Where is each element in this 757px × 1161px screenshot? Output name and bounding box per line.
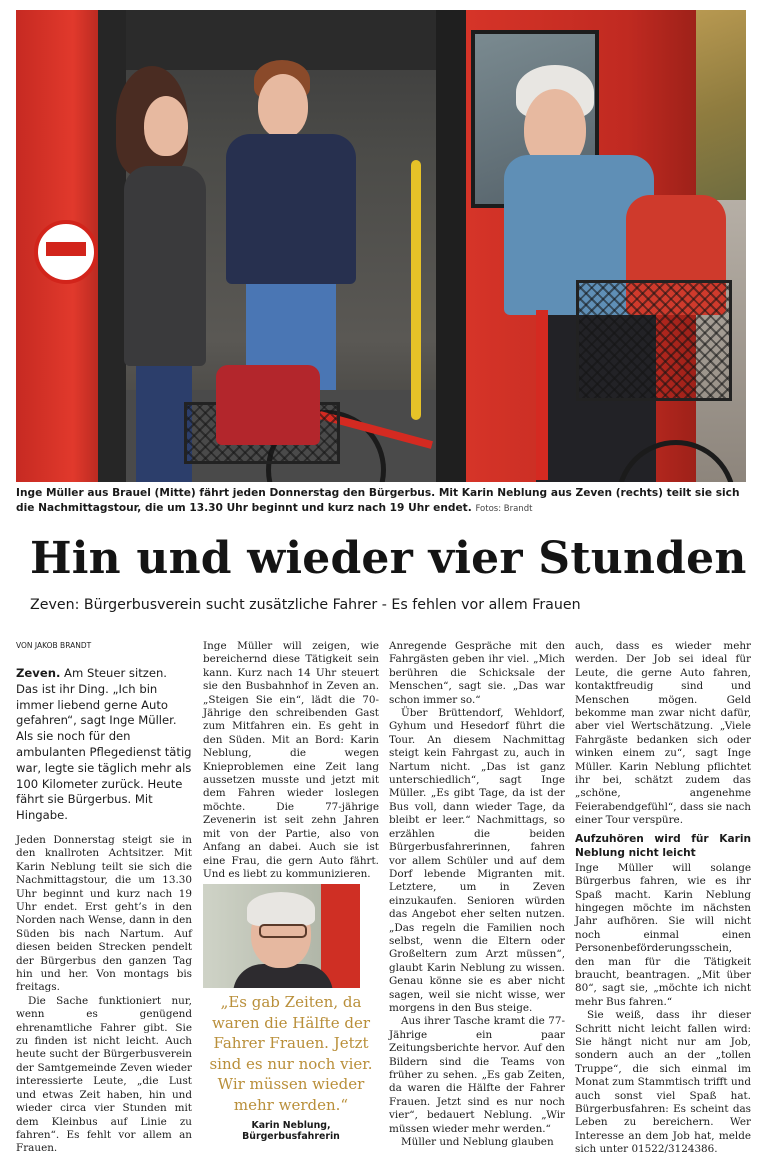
dateline: Zeven. bbox=[16, 666, 61, 680]
paragraph: Müller und Neblung glauben bbox=[401, 1136, 554, 1149]
portrait-photo bbox=[203, 884, 360, 988]
column-4 bbox=[575, 640, 751, 1157]
lead-text: Am Steuer sitzen. Das ist ihr Ding. „Ich bin immer liebend gerne Auto gefahren“, sagt Inge Müller. Als sie noch für den ambulanten Pflegedienst tätig war, legte sie täglich mehr als 100 Kilometer zurück. Heute fährt sie Bürgerbus. Mit Hingabe. bbox=[16, 666, 192, 823]
portrait-glasses bbox=[259, 924, 307, 938]
section-subheading: Aufzuhören wird für Karin Neblung nicht leicht bbox=[575, 832, 751, 859]
main-photo bbox=[16, 10, 746, 482]
caption-text: Inge Müller aus Brauel (Mitte) fährt jeden Donnerstag den Bürgerbus. Mit Karin Neblung aus Zeven (rechts) teilt sie sich die Nachmittagstour, die um 13.30 Uhr beginnt und kurz nach 19 Uhr endet. bbox=[16, 487, 740, 514]
pull-quote: „Es gab Zeiten, da waren die Hälfte der Fahrer Frauen. Jetzt sind es nur noch vier. Wir müssen wieder mehr werden.“ bbox=[209, 993, 373, 1114]
photo-credit: Fotos: Brandt bbox=[475, 504, 533, 514]
pull-quote-source: Karin Neblung, Bürgerbusfahrerin bbox=[242, 1120, 340, 1142]
entry-sticker bbox=[34, 220, 98, 284]
person-middle bbox=[216, 60, 406, 390]
paragraph: Inge Müller will solange Bürgerbus fahren, wie es ihr Spaß macht. Karin Neblung hingegen möchte im nächsten Jahr aufhören. Sie will nicht noch einmal einen Personenbeförderungsschein, den man für die Tätigkeit braucht, beantragen. „Mit über 80“, sagt sie, „möchte ich nicht mehr Bus fahren.“ bbox=[575, 861, 751, 1008]
paragraph: Sie weiß, dass ihr dieser Schritt nicht leicht fallen wird: Sie hängt nicht nur am Job, sondern auch an der „tollen Truppe“, die sich einmal im Monat zum Stammtisch trifft und auch sonst viel Spaß hat. Bürgerbusfahren: Es scheint das Leben zu bereichern. Wer Interesse an dem Job hat, melde sich unter 01522/3124386. bbox=[575, 1009, 751, 1156]
paragraph: Jeden Donnerstag steigt sie in den knallroten Achtsitzer. Mit Karin Neblung teilt sie sich die Nachmittagstour, die um 13.30 Uhr beginnt und kurz nach 19 Uhr endet. Erst geht’s in den Norden nach Wense, dann in den Süden bis nach Nartum. Auf diesen beiden Strecken pendelt der Bürgerbus den ganzen Tag hin und her. Von montags bis freitags. bbox=[16, 833, 192, 994]
headline: Hin und wieder vier Stunden bbox=[30, 533, 747, 584]
bike-basket-right bbox=[576, 280, 732, 401]
column-3 bbox=[389, 640, 565, 1149]
paragraph: Über Brüttendorf, Wehldorf, Gyhum und Hesedorf führt die Tour. An diesem Nachmittag steigt kein Fahrgast zu, auch in Nartum nicht. „Das ist ganz unterschiedlich“, sagt Inge Müller. „Es gibt Tage, da ist der Bus voll, dann wieder Tage, da bleibt er leer.“ Nachmittags, so erzählen die beiden Bürgerbusfahrerinnen, fahren vor allem Schüler und auf dem Dorf lebende Migranten mit. Letztere, um in Zeven einzukaufen. Senioren würden das Angebot eher selten nutzen. „Das regeln die Familien noch selbst, wenn die Eltern oder Großeltern zum Arzt müssen“, glaubt Karin Neblung zu wissen. Genau könne sie es aber nicht sagen, weil sie nicht wisse, wer morgens in den Bus steige. bbox=[389, 707, 565, 1014]
bus-frame-right bbox=[436, 10, 466, 482]
portrait-hair bbox=[247, 892, 315, 926]
person-right bbox=[496, 65, 736, 482]
paragraph: Aus ihrer Tasche kramt die 77-Jährige ein paar Zeitungsberichte hervor. Auf den Bildern sind die Teams von früher zu sehen. „Es gab Zeiten, da waren die Hälfte der Fahrer Frauen. Jetzt sind es nur noch vier“, bedauert Neblung. „Wir müssen wieder mehr werden.“ bbox=[389, 1015, 565, 1135]
sticker-band bbox=[46, 242, 86, 256]
author-byline: VON JAKOB BRANDT bbox=[16, 641, 92, 650]
subheadline: Zeven: Bürgerbusverein sucht zusätzliche Fahrer - Es fehlen vor allem Frauen bbox=[30, 597, 581, 613]
handrail bbox=[411, 160, 421, 420]
photo-caption bbox=[16, 486, 746, 517]
paragraph: Inge Müller will zeigen, wie bereichernd diese Tätigkeit sein kann. Kurz nach 14 Uhr steuert sie den Busbahnhof in Zeven an. „Steigen Sie ein“, lädt die 70-Jährige den schreibenden Gast zum Mitfahren ein. Es geht in den Süden. Mit an Bord: Karin Neblung, die wegen Knieproblemen eine Zeit lang aussetzen musste und jetzt mit dem Fahren wieder loslegen möchte. Die 77-jährige Zevenerin ist seit zehn Jahren mit von der Partie, also von Anfang an dabei. Auch sie ist eine Frau, die gern Auto fährt. Und es liebt zu kommunizieren. bbox=[203, 640, 379, 880]
portrait-bus-red bbox=[321, 884, 360, 988]
column-1 bbox=[16, 640, 192, 1156]
paragraph: Anregende Gespräche mit den Fahrgästen geben ihr viel. „Mich berühren die Schicksale der Menschen“, sagt sie. „Das war schon immer so.“ bbox=[389, 640, 565, 706]
bike-frame-right bbox=[536, 310, 548, 480]
lead-paragraph bbox=[16, 666, 192, 824]
person-middle-jacket bbox=[226, 134, 356, 284]
paragraph: auch, dass es wieder mehr werden. Der Job sei ideal für Leute, die gerne Auto fahren, kontaktfreudig sind und Menschen mögen. Geld bekomme man zwar nicht dafür, aber viel Wertschätzung. „Viele Fahrgäste bedanken sich oder winken einem zu“, sagt Inge Müller. Karin Neblung pflichtet ihr bei, schätzt zudem das „schöne, angenehme Feierabendgefühl“, dass sie nach einer Tour verspüre. bbox=[575, 640, 751, 827]
red-bag bbox=[216, 365, 320, 445]
person-left-face bbox=[144, 96, 188, 156]
person-middle-face bbox=[258, 74, 308, 138]
column-2 bbox=[203, 640, 379, 881]
paragraph: Die Sache funktioniert nur, wenn es genügend ehrenamtliche Fahrer gibt. Sie zu finden ist nicht leicht. Auch heute sucht der Bürgerbusverein der Samtgemeinde Zeven wieder interessierte Leute, „die Lust und etwas Zeit haben, hin und wieder circa vier Stunden mit dem Kleinbus auf Linie zu fahren“. Es fehlt vor allem an Frauen. bbox=[16, 994, 192, 1155]
person-left-jacket bbox=[124, 166, 206, 366]
